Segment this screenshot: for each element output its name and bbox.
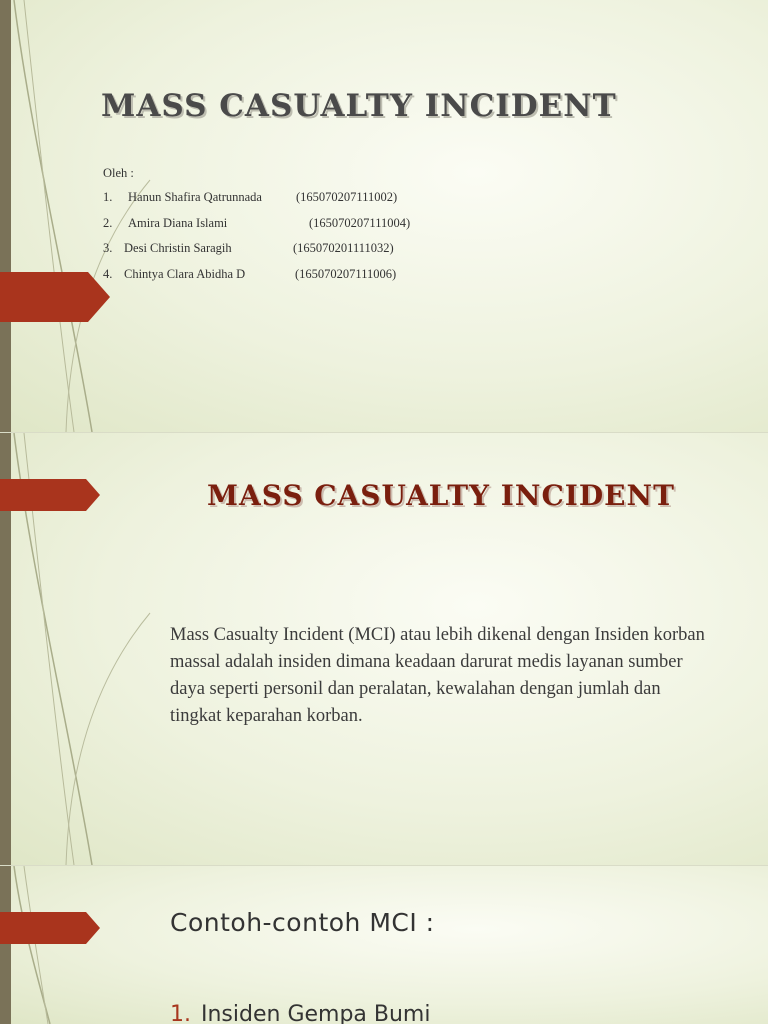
member-number: 3.	[103, 241, 113, 255]
member-name: Hanun Shafira Qatrunnada	[128, 190, 262, 204]
mci-description: Mass Casualty Incident (MCI) atau lebih dikenal dengan Insiden korban massal adalah insiden dimana keadaan darurat medis layanan sumber daya seperti personil dan peralatan, kewalahan dengan jumlah dan tingkat keparahan korban.	[170, 625, 705, 726]
slide-title: MASS CASUALTY INCIDENT	[101, 88, 617, 124]
member-number: 4.	[103, 266, 113, 281]
member-nim: (165070201111032)	[293, 241, 394, 255]
slide-3	[0, 866, 768, 1024]
by-label: Oleh :	[103, 166, 134, 180]
member-number: 2.	[103, 215, 113, 230]
slide-2	[0, 433, 768, 865]
member-name: Chintya Clara Abidha D	[124, 266, 246, 281]
member-number: 1.	[103, 190, 113, 204]
member-nim: (165070207111006)	[295, 266, 397, 281]
swoosh-decoration	[0, 866, 160, 1024]
example-item	[170, 1002, 430, 1024]
member-name: Desi Christin Saragih	[124, 241, 232, 255]
example-text: Insiden Gempa Bumi	[201, 1002, 431, 1024]
arrow-marker-3	[0, 912, 100, 944]
slide-1	[0, 0, 768, 432]
arrow-marker-2	[0, 479, 100, 511]
member-nim: (165070207111002)	[296, 190, 398, 204]
member-nim: (165070207111004)	[309, 215, 411, 230]
member-name: Amira Diana Islami	[128, 215, 228, 230]
examples-heading: Contoh-contoh MCI :	[170, 908, 435, 937]
example-number: 1.	[170, 1002, 191, 1024]
slide-title: MASS CASUALTY INCIDENT	[207, 479, 675, 512]
arrow-marker-1	[0, 272, 110, 322]
